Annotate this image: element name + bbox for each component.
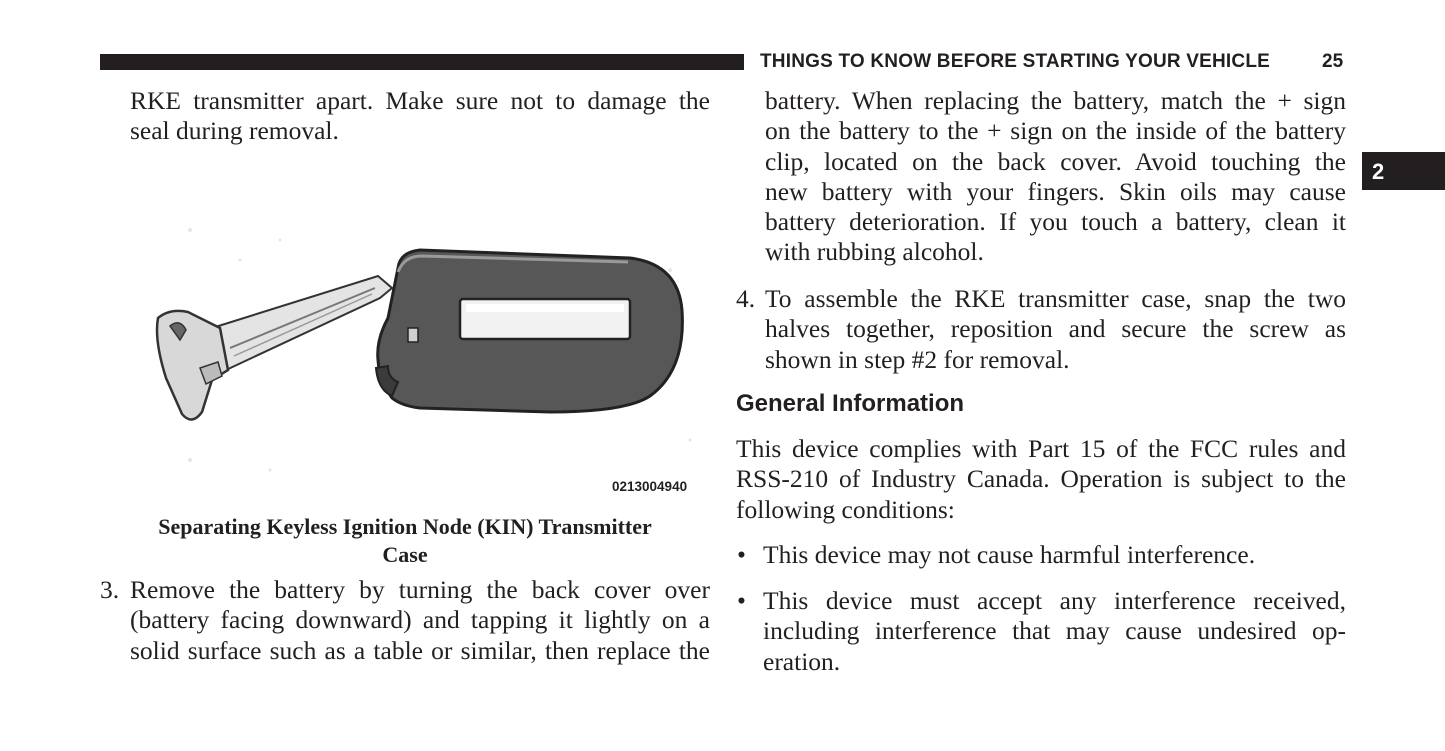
bullet-item-2: [763, 586, 1346, 677]
text-line: This device must accept any interference received,: [763, 586, 1346, 615]
key-blade: [212, 276, 392, 370]
text-line: Remove the battery by turning the back cover over: [130, 575, 710, 604]
text-line: This device complies with Part 15 of the FCC rules and: [736, 434, 1346, 463]
text-line: (battery facing downward) and tapping it lightly on a: [130, 605, 710, 635]
fob-window-glare: [466, 304, 624, 312]
bullet-marker: •: [737, 540, 746, 569]
text-line: To assemble the RKE transmitter case, snap the two: [765, 284, 1346, 313]
release-button-icon: [408, 328, 418, 342]
text-line: battery deterioration. If you touch a battery, clean it: [765, 207, 1346, 237]
chapter-tab: 2: [1362, 152, 1445, 190]
text-line: on the battery to the + sign on the inside of the battery: [765, 116, 1346, 146]
caption-line: Separating Keyless Ignition Node (KIN) Transmitter: [158, 514, 652, 539]
key-fob-illustration: [130, 200, 710, 500]
text-line: new battery with your fingers. Skin oils may cause: [765, 176, 1346, 206]
bullet-item-1: [763, 540, 1346, 570]
text-line: eration.: [763, 646, 841, 676]
text-line: following conditions:: [736, 494, 955, 524]
figure-id: 0213004940: [612, 479, 688, 494]
left-top-paragraph: [130, 86, 710, 147]
step-3-text: [130, 575, 710, 666]
page-number: 25: [1322, 51, 1344, 72]
running-header-title: THINGS TO KNOW BEFORE STARTING YOUR VEHICLE: [760, 51, 1271, 72]
battery-replacement-paragraph: [765, 86, 1346, 268]
text-line: seal during removal.: [130, 116, 339, 146]
step-4-text: [765, 284, 1346, 375]
bullet-marker: •: [737, 586, 746, 615]
text-line: This device may not cause harmful interference.: [763, 540, 1256, 569]
text-line: shown in step #2 for removal.: [765, 344, 1070, 374]
text-line: clip, located on the back cover. Avoid touching the: [765, 146, 1346, 176]
text-line: including interference that may cause undesired op-: [763, 616, 1346, 646]
step-4-number: 4.: [736, 284, 756, 313]
figure-caption: [118, 513, 692, 569]
text-line: RKE transmitter apart. Make sure not to damage the: [130, 86, 710, 115]
text-line: halves together, reposition and secure the screw as: [765, 314, 1346, 344]
section-heading: General Information: [736, 390, 965, 417]
caption-line: Case: [382, 542, 428, 567]
header-rule: [100, 54, 744, 70]
key-fob-drawing: [130, 200, 710, 500]
step-3-number: 3.: [100, 575, 120, 604]
text-line: with rubbing alcohol.: [765, 237, 984, 267]
text-line: solid surface such as a table or similar, then replace the: [130, 635, 710, 665]
text-line: battery. When replacing the battery, match the + sign: [765, 86, 1346, 115]
fcc-paragraph: [736, 434, 1346, 525]
text-line: RSS-210 of Industry Canada. Operation is subject to the: [736, 464, 1346, 494]
